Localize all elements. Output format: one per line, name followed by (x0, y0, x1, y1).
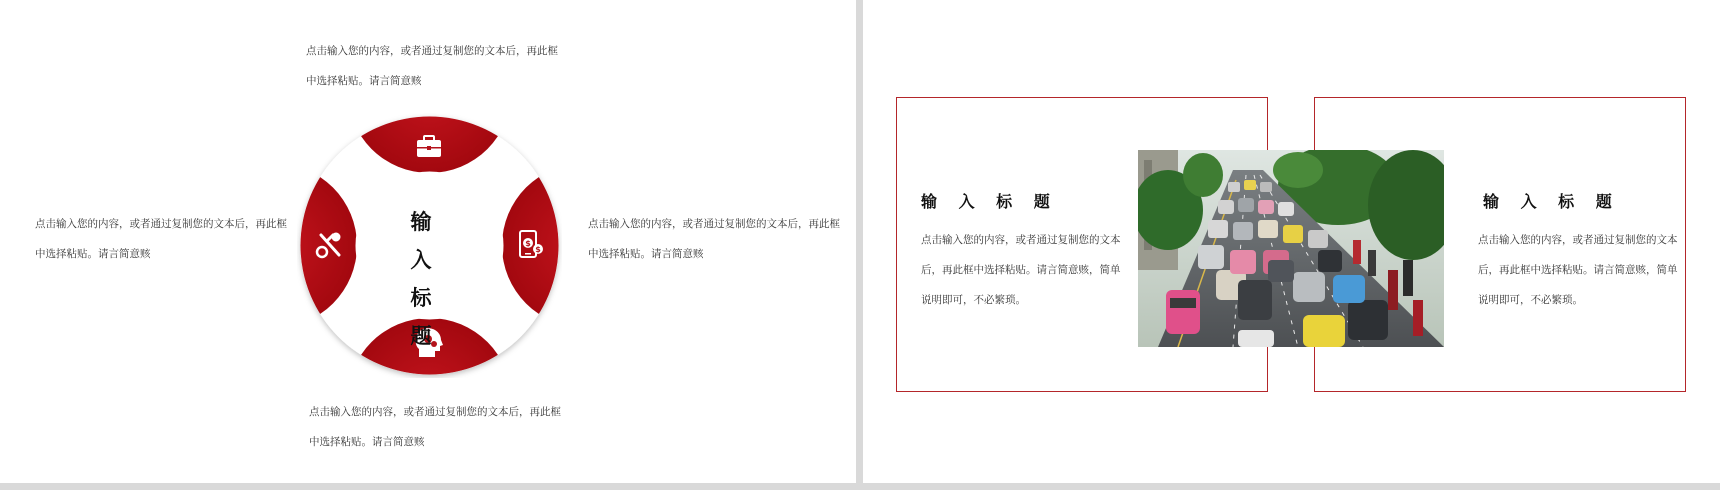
caption-left-line2: 中选择粘贴。请言简意赅 (35, 248, 151, 260)
left-card-line2: 后，再此框中选择粘贴。请言简意赅，简单 (921, 264, 1121, 276)
right-card-line1: 点击输入您的内容，或者通过复制您的文本 (1478, 234, 1678, 246)
right-card-line3: 说明即可，不必繁琐。 (1478, 294, 1583, 306)
center-title-line1: 输 入 (410, 210, 448, 272)
caption-top-line1: 点击输入您的内容，或者通过复制您的文本后，再此框 (306, 45, 558, 57)
left-card-text[interactable] (921, 225, 1126, 315)
caption-bottom-line2: 中选择粘贴。请言简意赅 (309, 436, 425, 448)
left-card-title[interactable]: 输 入 标 题 (921, 192, 1058, 211)
right-card-line2: 后，再此框中选择粘贴。请言简意赅，简单 (1478, 264, 1678, 276)
caption-bottom[interactable] (309, 397, 561, 457)
center-title[interactable] (389, 203, 469, 355)
left-card-line1: 点击输入您的内容，或者通过复制您的文本 (921, 234, 1121, 246)
left-slide (0, 0, 856, 483)
caption-bottom-line1: 点击输入您的内容，或者通过复制您的文本后，再此框 (309, 406, 561, 418)
caption-left[interactable] (35, 209, 287, 269)
center-title-line2: 标 题 (410, 286, 448, 348)
caption-right-line1: 点击输入您的内容，或者通过复制您的文本后，再此框 (588, 218, 840, 230)
svg-text:$: $ (535, 245, 541, 254)
caption-left-line1: 点击输入您的内容，或者通过复制您的文本后，再此框 (35, 218, 287, 230)
svg-text:$: $ (525, 239, 531, 248)
traffic-photo-graphic (1138, 150, 1444, 347)
caption-right-line2: 中选择粘贴。请言简意赅 (588, 248, 704, 260)
caption-right[interactable] (588, 209, 840, 269)
left-card-line3: 说明即可，不必繁琐。 (921, 294, 1026, 306)
right-card-text[interactable] (1478, 225, 1683, 315)
traffic-photo (1138, 150, 1444, 347)
caption-top-line2: 中选择粘贴。请言简意赅 (306, 75, 422, 87)
caption-top[interactable] (306, 36, 558, 96)
right-card-title[interactable]: 输 入 标 题 (1483, 192, 1620, 211)
